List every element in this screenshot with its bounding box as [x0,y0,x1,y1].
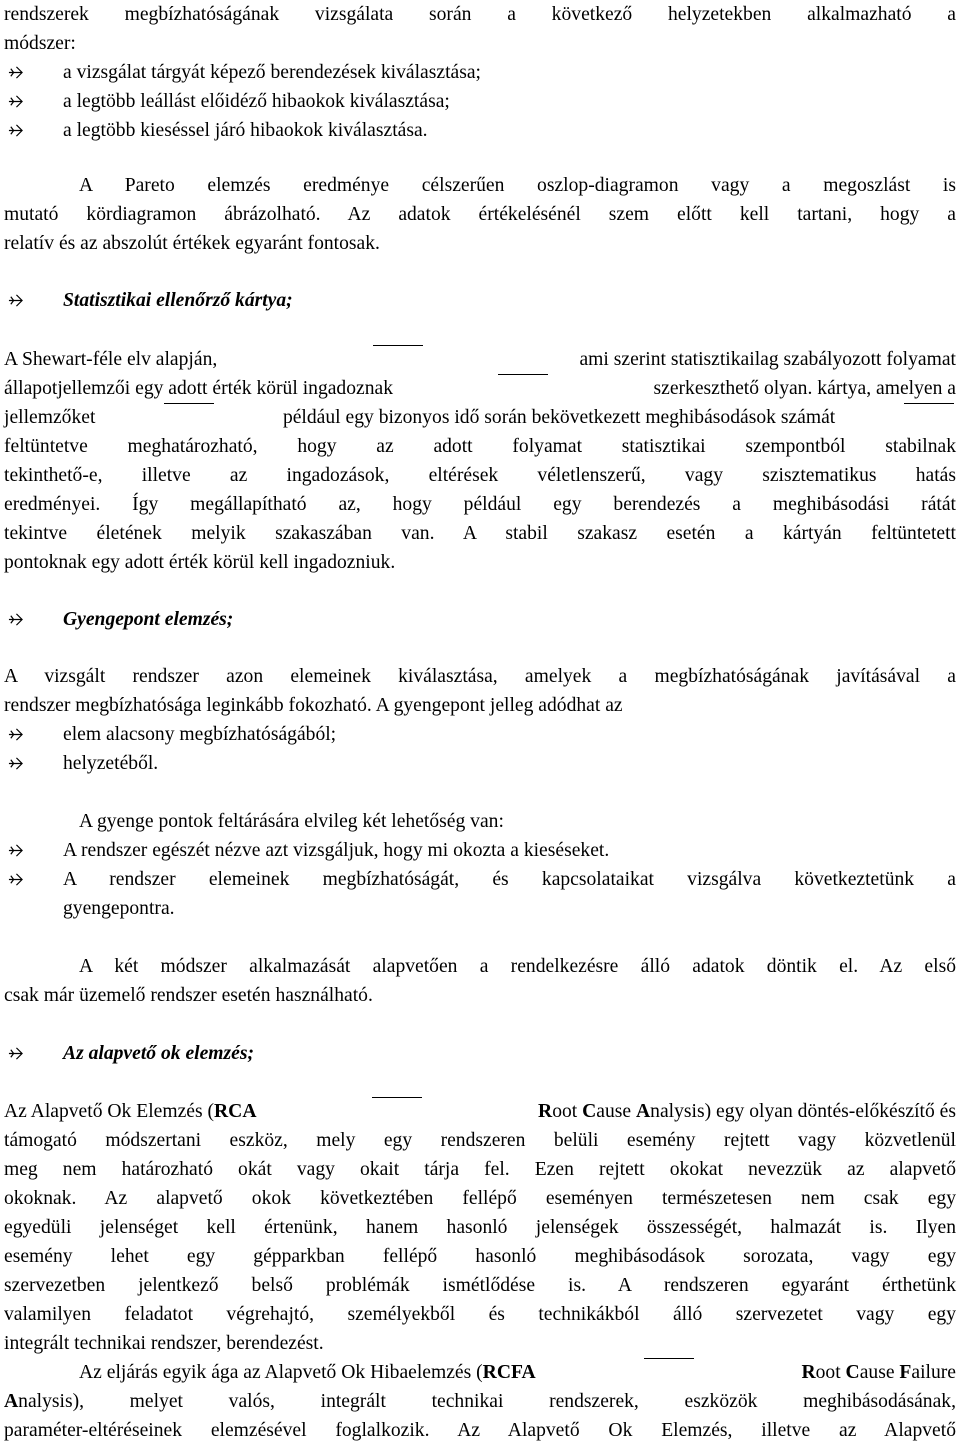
section-heading: Gyengepont elemzés; [63,609,234,630]
airplane-bullet-icon [4,605,44,634]
paragraph-line: esemény lehet egy gépparkban fellépő hasonló meghibásodások sorozata, vagy egy [4,1246,956,1267]
paragraph-line: valamilyen feladatot végrehajtó, személyekből és technikákból álló szervezetet vagy egy [4,1304,956,1325]
paragraph-line: A Pareto elemzés eredménye célszerűen oszlop-diagramon vagy a megoszlást is [79,175,956,196]
paragraph-line: okoknak. Az alapvető okok következtében fellépő eseményen természetesen nem csak egy [4,1188,956,1209]
paragraph-line [4,403,956,432]
paragraph-line [79,1358,956,1387]
paragraph-line: csak már üzemelő rendszer esetén használható. [4,985,373,1006]
text-span: Root Cause Failure [801,1362,956,1383]
paragraph-line: eredményei. Így megállapítható az, hogy például egy berendezés a meghibásodási rátát [4,494,956,515]
airplane-bullet-icon [4,836,44,865]
airplane-bullet-icon [4,87,44,116]
paragraph-line [4,345,956,374]
paragraph-line: A gyenge pontok feltárására elvileg két lehetőség van: [79,811,504,832]
paragraph-line: mutató kördiagramon ábrázolható. Az adatok értékelésénél szem előtt kell tartani, hogy a [4,204,956,225]
airplane-bullet-icon [4,749,44,778]
paragraph-line: paraméter-eltéréseinek elemzésével foglalkozik. Az Alapvető Ok Elemzés, illetve az Alapvető [4,1420,956,1441]
em-dash [164,403,214,404]
bullet-text: A rendszer elemeinek megbízhatóságát, és kapcsolataikat vizsgálva következtetünk a [63,869,956,890]
text-span: szerkeszthető olyan. kártya, amelyen a [653,378,956,399]
text-span: jellemzőket [4,407,96,428]
paragraph-line: integrált technikai rendszer, berendezést. [4,1333,324,1354]
section-heading: Statisztikai ellenőrző kártya; [63,290,293,311]
airplane-bullet-icon [4,58,44,87]
paragraph-line: pontoknak egy adott érték körül kell ingadozniuk. [4,552,396,573]
airplane-bullet-icon [4,286,44,315]
bullet-text: A rendszer egészét nézve azt vizsgáljuk, hogy mi okozta a kieséseket. [63,840,610,861]
paragraph-line: tekintve életének melyik szakaszában van. A stabil szakasz esetén a kártyán feltüntetett [4,523,956,544]
em-dash [644,1358,694,1359]
bullet-text: helyzetéből. [63,753,159,774]
paragraph-line: támogató módszertani eszköz, mely egy rendszeren belüli esemény rejtett vagy közvetlenül [4,1130,956,1151]
paragraph-line: Analysis), melyet valós, integrált technikai rendszerek, eszközök meghibásodásának, [4,1391,956,1412]
paragraph-line: szervezetben jelentkező belső problémák ismétlődése is. A rendszeren egyaránt érthetünk [4,1275,956,1296]
paragraph-line [4,374,956,403]
airplane-bullet-icon [4,116,44,145]
text-span: Az Alapvető Ok Elemzés (RCA [4,1101,257,1122]
airplane-bullet-icon [4,865,44,894]
paragraph-line: módszer: [4,33,76,54]
section-heading: Az alapvető ok elemzés; [63,1043,255,1064]
text-span: például egy bizonyos idő során bekövetkezett meghibásodások számát [282,407,836,428]
em-dash [498,374,548,375]
airplane-bullet-icon [4,1039,44,1068]
text-span: ami szerint statisztikailag szabályozott folyamat [579,349,956,370]
text-span: Az eljárás egyik ága az Alapvető Ok Hibaelemzés (RCFA [79,1362,536,1383]
text-span: állapotjellemzői egy adott érték körül ingadoznak [4,378,394,399]
paragraph-line: meg nem határozható okát vagy okait tárja fel. Ezen rejtett okokat nevezzük az alapvető [4,1159,956,1180]
paragraph-line: A két módszer alkalmazását alapvetően a rendelkezésre álló adatok döntik el. Az első [79,956,956,977]
bullet-text: a vizsgálat tárgyát képező berendezések kiválasztása; [63,62,481,83]
em-dash [372,1097,422,1098]
paragraph-line [4,1097,956,1126]
bullet-text: elem alacsony megbízhatóságából; [63,724,337,745]
paragraph-line: tekinthető-e, illetve az ingadozások, eltérések véletlenszerű, vagy szisztematikus hatás [4,465,956,486]
bullet-text: a legtöbb leállást előidéző hibaokok kiválasztása; [63,91,450,112]
text-span: Root Cause Analysis) egy olyan döntés-előkészítő és [538,1101,956,1122]
paragraph-line: egyedüli jelenséget kell értenünk, hanem hasonló jelenségek összességét, halmazát is. Ilyen [4,1217,956,1238]
em-dash [904,403,954,404]
bullet-text: a legtöbb kieséssel járó hibaokok kiválasztása. [63,120,428,141]
bullet-text: gyengepontra. [63,898,175,919]
paragraph-line: relatív és az abszolút értékek egyaránt fontosak. [4,233,380,254]
text-span: A Shewart-féle elv alapján, [4,349,218,370]
paragraph-line: A vizsgált rendszer azon elemeinek kiválasztása, amelyek a megbízhatóságának javításával a [4,666,956,687]
em-dash [373,345,423,346]
paragraph-line: rendszer megbízhatósága leginkább fokozható. A gyengepont jelleg adódhat az [4,695,623,716]
airplane-bullet-icon [4,720,44,749]
paragraph-line: rendszerek megbízhatóságának vizsgálata során a következő helyzetekben alkalmazható a [4,4,956,25]
paragraph-line: feltüntetve meghatározható, hogy az adott folyamat statisztikai szempontból stabilnak [4,436,956,457]
